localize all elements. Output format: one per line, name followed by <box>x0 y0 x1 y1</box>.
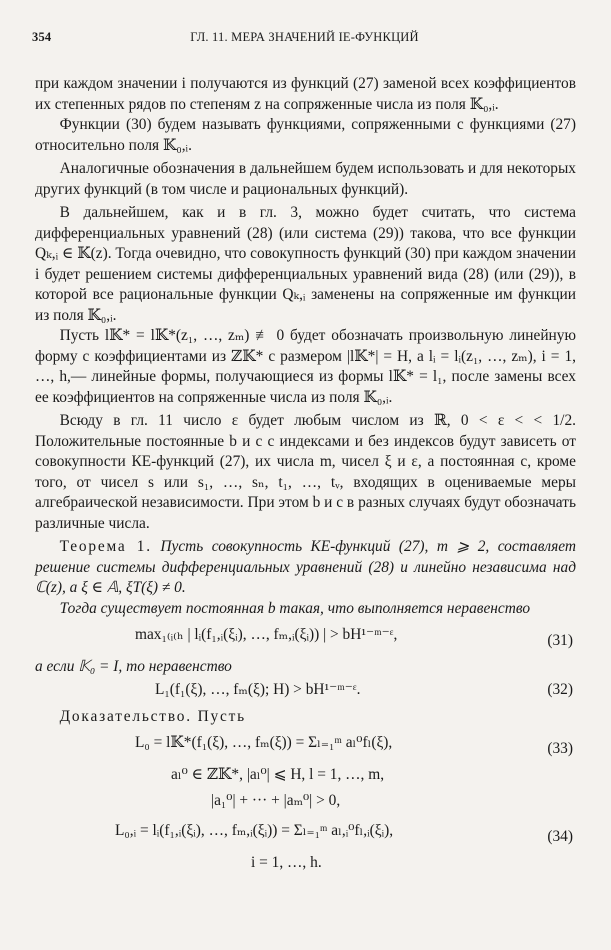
theorem-conclusion: Тогда существует постоянная b такая, что выполняется неравенство <box>59 599 531 617</box>
equation-formula: L₁(f₁(ξ), …, fₘ(ξ); H) > bH¹⁻ᵐ⁻ᵋ. <box>155 680 361 698</box>
paragraph: при каждом значении i получаются из функций (27) заменой всех коэффициентов их степенных рядов по степеням z на сопряженные числа из поля 𝕂₀,ᵢ. <box>35 75 576 113</box>
page-number: 354 <box>32 30 52 44</box>
equation-33-condition <box>35 765 576 789</box>
equation-33-condition <box>35 791 576 815</box>
running-title: ГЛ. 11. МЕРА ЗНАЧЕНИЙ IE-ФУНКЦИЙ <box>190 30 419 44</box>
equation-number: (31) <box>547 632 573 649</box>
page-header <box>32 30 577 48</box>
equation-32 <box>35 680 576 704</box>
equation-formula: L₀ = l𝕂*(f₁(ξ), …, fₘ(ξ)) = Σₗ₌₁ᵐ aₗ⁰fₗ(ξ), <box>135 734 393 751</box>
equation-34-range <box>35 853 576 877</box>
theorem <box>35 537 576 599</box>
proof-label: Доказательство. Пусть <box>59 707 246 725</box>
paragraph: Всюду в гл. 11 число ε будет любым числом из ℝ, 0 < ε < < 1/2. Положительные постоянные b и c с индексами и без индексов будут зависеть от совокупности КЕ-функций (27), их числа m, чисел ξ и ε, а постоянная c, кроме того, от чисел s или s₁, …, sₙ, t₁, …, tᵥ, входящих в оцениваемые меры алгебраической независимости. При этом b и c в разных случаях будут обозначать различные числа. <box>35 412 576 532</box>
equation-formula: aₗ⁰ ∈ ℤ𝕂*, |aₗ⁰| ⩽ H, l = 1, …, m, <box>171 766 385 783</box>
theorem-label: Теорема 1. <box>59 538 152 555</box>
equation-number: (34) <box>547 828 573 845</box>
page-body <box>35 74 576 879</box>
equation-formula: |a₁⁰| + ··· + |aₘ⁰| > 0, <box>211 792 341 809</box>
equation-formula: L₀,ᵢ = lᵢ(f₁,ᵢ(ξᵢ), …, fₘ,ᵢ(ξᵢ)) = Σₗ₌₁ᵐ aₗ,ᵢ⁰fₗ,ᵢ(ξᵢ), <box>115 822 394 839</box>
paragraph: Аналогичные обозначения в дальнейшем будем использовать и для некоторых других функций (в том числе и рациональных функций). <box>35 160 576 198</box>
paragraph: В дальнейшем, как и в гл. 3, можно будет считать, что система дифференциальных уравнений (28) (или система (29)) такова, что все функции Qₖ,ᵢ ∈ 𝕂(z). Тогда очевидно, что совокупность функций (30) при каждом значении i будет решением системы дифференциальных уравнений вида (28) (или (29)), в которой все рациональные функции Qₖ,ᵢ заменены на сопряженные им функции из поля 𝕂₀,ᵢ. <box>35 204 576 324</box>
paragraph: Пусть l𝕂* = l𝕂*(z₁, …, zₘ) ≢ 0 будет обозначать произвольную линейную форму с коэффициентами из ℤ𝕂* с размером |l𝕂*| = H, а lᵢ = lᵢ(z₁, …, zₘ), i = 1, …, h,— линейные формы, получающиеся из формы l𝕂* = l₁, после замены всех ее коэффициентов на сопряженные числа из поля 𝕂₀,ᵢ. <box>35 327 576 406</box>
theorem-statement: Пусть совокупность КЕ-функций (27), m ⩾ 2, составляет решение системы дифференциальных уравнений (28) и линейно независима над ℂ(z), а ξ ∈ 𝔸, ξT(ξ) ≠ 0. <box>35 538 576 596</box>
paragraph: Функции (30) будем называть функциями, сопряженными с функциями (27) относительно поля 𝕂₀,ᵢ. <box>35 116 576 154</box>
equation-formula: i = 1, …, h. <box>251 854 322 871</box>
equation-number: (33) <box>547 740 573 757</box>
equation-formula: max₁₍ᵢ₍ₕ | lᵢ(f₁,ᵢ(ξᵢ), …, fₘ,ᵢ(ξᵢ)) | > bH¹⁻ᵐ⁻ᵋ, <box>135 626 398 643</box>
equation-34 <box>35 817 576 851</box>
equation-number: (32) <box>547 680 573 698</box>
equation-31 <box>35 621 576 655</box>
equation-33 <box>35 729 576 763</box>
theorem-if-clause: а если 𝕂₀ = I, то неравенство <box>35 658 232 675</box>
